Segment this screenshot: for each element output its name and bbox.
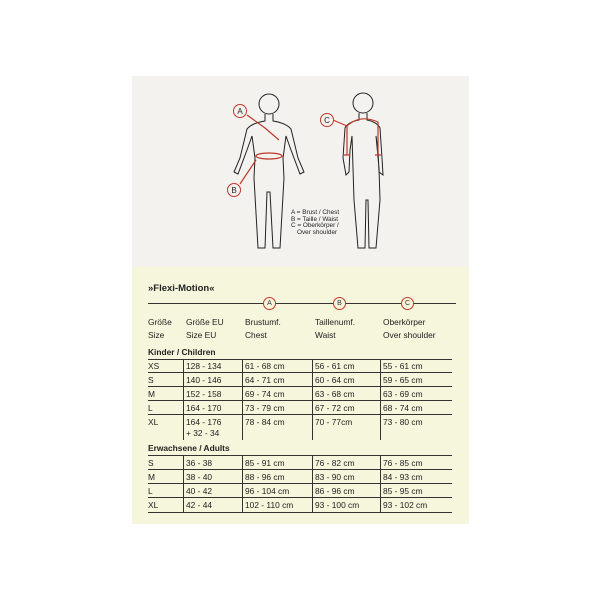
cell-shoulder: 84 - 93 cm — [383, 472, 423, 482]
cell-shoulder: 76 - 85 cm — [383, 458, 423, 468]
cell-size: M — [148, 389, 155, 399]
section-children-label: Kinder / Children — [148, 347, 216, 357]
row-rule — [148, 497, 452, 498]
cell-chest: 96 - 104 cm — [245, 486, 290, 496]
cell-chest: 88 - 96 cm — [245, 472, 285, 482]
cell-eu: 36 - 38 — [186, 458, 213, 468]
cell-shoulder: 85 - 95 cm — [383, 486, 423, 496]
cell-waist: 83 - 90 cm — [315, 472, 355, 482]
section-rule — [148, 455, 452, 456]
header-size-en: Size — [148, 330, 165, 340]
waist-measure-line — [256, 153, 282, 159]
cell-waist: 93 - 100 cm — [315, 500, 360, 510]
column-marker-b: B — [333, 297, 346, 310]
cell-waist: 60 - 64 cm — [315, 375, 355, 385]
cell-waist: 70 - 77cm — [315, 417, 353, 427]
cell-eu: 164 - 176 — [186, 417, 222, 427]
cell-eu: 40 - 42 — [186, 486, 213, 496]
cell-size: M — [148, 472, 155, 482]
cell-chest: 64 - 71 cm — [245, 375, 285, 385]
cell-waist: 63 - 68 cm — [315, 389, 355, 399]
cell-shoulder: 55 - 61 cm — [383, 361, 423, 371]
cell-size: XL — [148, 500, 159, 510]
cell-shoulder: 93 - 102 cm — [383, 500, 428, 510]
cell-size: XS — [148, 361, 160, 371]
column-divider — [183, 456, 184, 512]
header-waist-en: Waist — [315, 330, 336, 340]
header-chest-en: Chest — [245, 330, 267, 340]
cell-eu: 42 - 44 — [186, 500, 213, 510]
section-adults-label: Erwachsene / Adults — [148, 443, 230, 453]
cell-size: S — [148, 458, 154, 468]
cell-chest: 73 - 79 cm — [245, 403, 285, 413]
back-figure-outline — [343, 93, 383, 248]
cell-size: L — [148, 486, 153, 496]
column-divider — [183, 360, 184, 440]
cell-chest: 69 - 74 cm — [245, 389, 285, 399]
row-rule — [148, 400, 452, 401]
column-divider — [312, 360, 313, 440]
column-divider — [312, 456, 313, 512]
cell-waist: 86 - 96 cm — [315, 486, 355, 496]
legend-line: B = Taille / Waist — [291, 215, 339, 223]
cell-shoulder: 63 - 69 cm — [383, 389, 423, 399]
column-divider — [380, 360, 381, 440]
marker-b: B — [231, 186, 237, 195]
cell-shoulder: 73 - 80 cm — [383, 417, 423, 427]
cell-eu: 140 - 146 — [186, 375, 222, 385]
cell-chest: 61 - 68 cm — [245, 361, 285, 371]
row-rule — [148, 386, 452, 387]
header-shoulder-de: Oberkörper — [383, 317, 426, 327]
legend-line: C = Oberkörper / — [291, 222, 339, 230]
row-rule — [148, 414, 452, 415]
cell-waist: 67 - 72 cm — [315, 403, 355, 413]
header-size-de: Größe — [148, 317, 172, 327]
column-marker-c: C — [401, 297, 414, 310]
figure-legend — [291, 210, 339, 236]
header-chest-de: Brustumf. — [245, 317, 281, 327]
cell-size: S — [148, 375, 154, 385]
cell-eu: 164 - 170 — [186, 403, 222, 413]
cell-eu: 128 - 134 — [186, 361, 222, 371]
cell-eu-extra: + 32 - 34 — [186, 428, 220, 438]
column-divider — [242, 456, 243, 512]
marker-a: A — [237, 107, 243, 116]
marker-c: C — [324, 116, 330, 125]
cell-eu: 38 - 40 — [186, 472, 213, 482]
section-rule — [148, 359, 452, 360]
column-marker-a: A — [263, 297, 276, 310]
cell-size: XL — [148, 417, 159, 427]
cell-chest: 78 - 84 cm — [245, 417, 285, 427]
cell-waist: 56 - 61 cm — [315, 361, 355, 371]
cell-size: L — [148, 403, 153, 413]
cell-shoulder: 68 - 74 cm — [383, 403, 423, 413]
legend-line: Over shoulder — [297, 228, 338, 236]
column-divider — [242, 360, 243, 440]
header-size-eu-en: Size EU — [186, 330, 217, 340]
cell-waist: 76 - 82 cm — [315, 458, 355, 468]
row-rule — [148, 469, 452, 470]
row-rule — [148, 512, 452, 513]
column-divider — [380, 456, 381, 512]
product-title: »Flexi-Motion« — [148, 283, 215, 294]
row-rule — [148, 483, 452, 484]
row-rule — [148, 372, 452, 373]
cell-eu: 152 - 158 — [186, 389, 222, 399]
cell-shoulder: 59 - 65 cm — [383, 375, 423, 385]
cell-chest: 102 - 110 cm — [245, 500, 294, 510]
cell-chest: 85 - 91 cm — [245, 458, 285, 468]
header-size-eu-de: Größe EU — [186, 317, 224, 327]
legend-line: A = Brust / Chest — [291, 209, 340, 216]
header-waist-de: Taillenumf. — [315, 317, 356, 327]
header-shoulder-en: Over shoulder — [383, 330, 436, 340]
